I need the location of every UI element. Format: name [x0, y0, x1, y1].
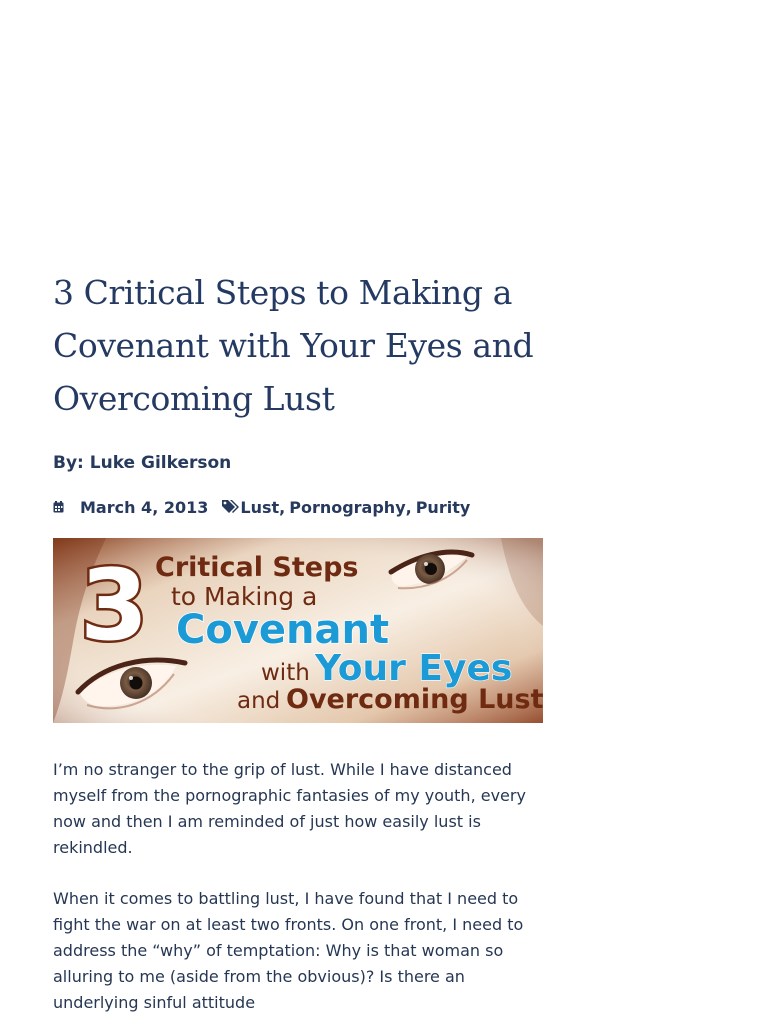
- tag-separator: ,: [405, 497, 412, 517]
- publish-date: March 4, 2013: [80, 497, 209, 517]
- article-body: [53, 757, 553, 1024]
- article-meta: [53, 495, 549, 519]
- hero-line-covenant: Covenant: [176, 607, 390, 653]
- hero-line-your-eyes: Your Eyes: [315, 648, 513, 689]
- article-title: 3 Critical Steps to Making a Covenant with Your Eyes and Overcoming Lust: [53, 273, 534, 418]
- tag-link-lust[interactable]: Lust: [240, 497, 280, 517]
- tag-link-pornography[interactable]: Pornography: [289, 497, 406, 517]
- tag-separator: ,: [279, 497, 286, 517]
- hero-line-and: and: [237, 688, 281, 714]
- hero-number: 3: [80, 549, 149, 663]
- hero-line-with: with: [261, 660, 310, 686]
- hero-line-to-making: to Making a: [171, 582, 318, 611]
- article-paragraph: When it comes to battling lust, I have found that I need to fight the war on at least two fronts. On one front, I need to address the “why” of temptation: Why is that woman so alluring to me (aside from the obvious)? Is there an underlying sinful attitude: [53, 889, 524, 1012]
- author-byline: By: Luke Gilkerson: [53, 453, 232, 473]
- article: [53, 266, 549, 519]
- hero-line-critical-steps: Critical Steps: [155, 552, 359, 583]
- tag-link-purity[interactable]: Purity: [415, 497, 471, 517]
- featured-image: [53, 538, 543, 723]
- article-paragraph: I’m no stranger to the grip of lust. While I have distanced myself from the pornographic fantasies of my youth, every now and then I am reminded of just how easily lust is rekindled.: [53, 760, 526, 857]
- calendar-icon: [53, 501, 64, 513]
- tags-icon: [221, 499, 239, 515]
- hero-line-overcoming-lust: Overcoming Lust: [286, 684, 543, 715]
- featured-image-artwork: [53, 538, 543, 723]
